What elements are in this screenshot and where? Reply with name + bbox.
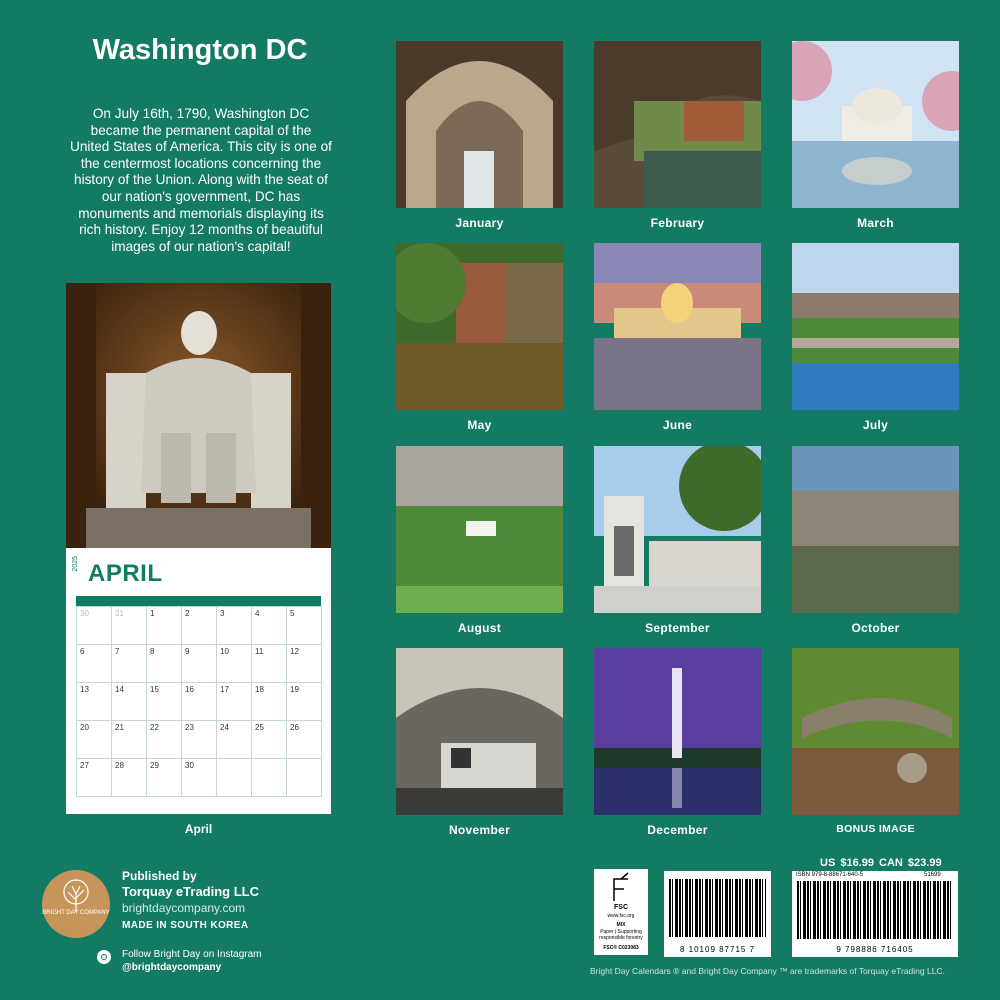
month-label: October [851,621,900,635]
isbn-barcode [792,871,958,957]
calendar-day: 15 [147,683,182,721]
fsc-badge [594,869,648,955]
fsc-site: www.fsc.org [607,913,635,919]
month-label: September [645,621,710,635]
calendar-day: 23 [182,721,217,759]
month-label: August [457,621,502,635]
trademark-notice: Bright Day Calendars ® and Bright Day Company ™ are trademarks of Torquay eTrading LLC. [590,966,945,976]
logo-text: BRIGHT DAY COMPANY [42,910,110,916]
instagram-follow-text: Follow Bright Day on Instagram [122,949,262,960]
month-label: BONUS IMAGE [836,823,915,835]
month-label: March [857,216,894,230]
calendar-day: 22 [147,721,182,759]
month-label: February [650,216,705,230]
calendar-day: 12 [287,645,322,683]
made-in-label: MADE IN SOUTH KOREA [122,920,249,931]
fsc-mix: MIX [616,922,626,928]
calendar-day [217,759,252,797]
publisher-website: brightdaycompany.com [122,901,246,915]
calendar-day: 4 [252,607,287,645]
calendar-day: 30 [77,607,112,645]
calendar-day: 7 [112,645,147,683]
bonus-photo [792,648,959,815]
july-photo [792,243,959,410]
upc-number: 8 10109 87715 7 [679,945,756,954]
price-label: US $16.99 CAN $23.99 [820,857,942,869]
instagram-handle: @brightdaycompany [122,962,222,973]
upc-barcode [664,871,771,957]
calendar-day: 17 [217,683,252,721]
calendar-month-name: APRIL [88,560,163,587]
calendar-day: 5 [287,607,322,645]
calendar-day: 20 [77,721,112,759]
calendar-year: 2025 [72,556,79,572]
published-by-label: Published by [122,869,197,883]
month-label: July [862,418,889,432]
october-photo [792,446,959,613]
calendar-day: 19 [287,683,322,721]
calendar-day: 30 [182,759,217,797]
calendar-day: 1 [147,607,182,645]
calendar-day [252,759,287,797]
isbn-text: ISBN 979-8-88671-640-5 [796,872,864,878]
calendar-day: 29 [147,759,182,797]
march-photo [792,41,959,208]
may-photo [396,243,563,410]
month-label: May [467,418,492,432]
calendar-day: 25 [252,721,287,759]
calendar-description: On July 16th, 1790, Washington DC became the permanent capital of the United States of America. This city is one of the centermost locations concerning the history of the Union. Along with the seat of our nation's government, DC has monuments and memorials displaying its rich history. Enjoy 12 months of beautiful images of our nation's capital! [70,106,332,254]
december-photo [594,648,761,815]
lincoln-memorial-photo [66,283,331,548]
fsc-code: FSC® C023083 [603,945,639,951]
barcode-bars [797,881,953,939]
barcode-bars [669,879,766,937]
month-label: June [662,418,693,432]
fsc-text: Paper | Supporting responsible forestry [599,929,643,941]
calendar-day: 13 [77,683,112,721]
calendar-day: 24 [217,721,252,759]
calendar-day: 9 [182,645,217,683]
calendar-day: 8 [147,645,182,683]
publisher-name: Torquay eTrading LLC [122,884,259,899]
instagram-icon [97,950,111,964]
calendar-day: 3 [217,607,252,645]
calendar-day: 26 [287,721,322,759]
month-label: December [647,823,708,837]
calendar-day: 28 [112,759,147,797]
calendar-title: Washington DC [92,34,308,66]
calendar-day [287,759,322,797]
june-photo [594,243,761,410]
january-photo [396,41,563,208]
calendar-day: 6 [77,645,112,683]
weekday-header-bar [76,596,321,606]
bright-day-logo [42,870,110,938]
month-label: November [448,823,511,837]
calendar-day: 18 [252,683,287,721]
calendar-day: 10 [217,645,252,683]
calendar-day: 31 [112,607,147,645]
calendar-day: 2 [182,607,217,645]
calendar-day: 27 [77,759,112,797]
calendar-day: 16 [182,683,217,721]
february-photo [594,41,761,208]
september-photo [594,446,761,613]
calendar-day: 14 [112,683,147,721]
calendar-grid [76,606,322,797]
month-label: January [455,216,504,230]
isbn-number: 9 798886 716405 [836,945,914,954]
calendar-day: 11 [252,645,287,683]
calendar-caption: April [184,822,213,836]
isbn-addon: 51699 [924,872,941,878]
calendar-day: 21 [112,721,147,759]
november-photo [396,648,563,815]
august-photo [396,446,563,613]
calendar-month-page [66,548,331,814]
fsc-label: FSC [614,904,628,911]
